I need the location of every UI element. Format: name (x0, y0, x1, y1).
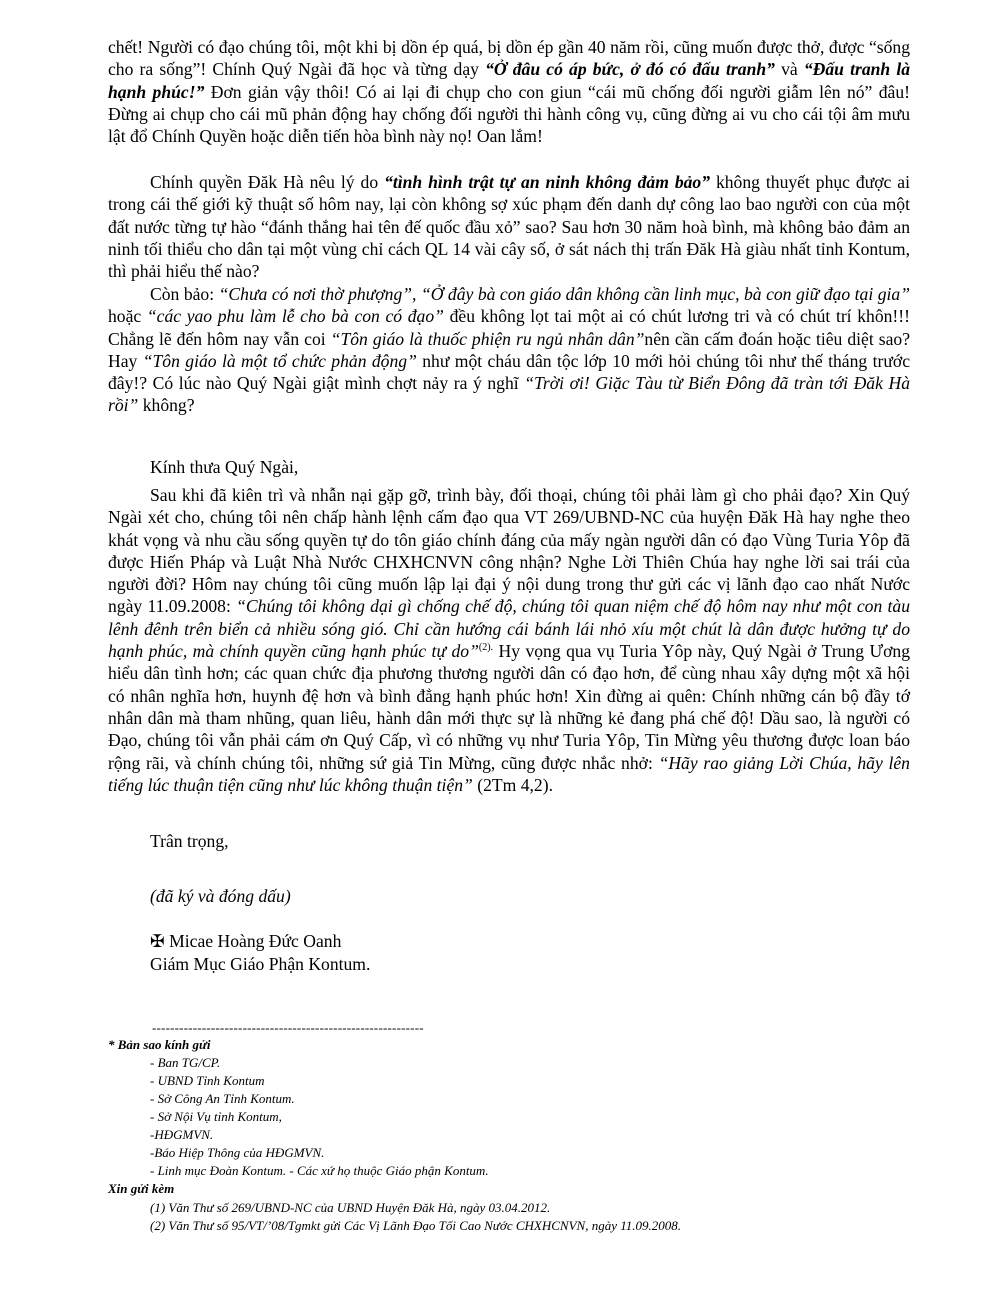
salutation: Kính thưa Quý Ngài, (150, 457, 299, 477)
p4-text-e: (2Tm 4,2). (472, 774, 553, 795)
paragraph-2 (108, 171, 910, 282)
p3-text-k: không? (138, 395, 195, 416)
copies-item: - Linh mục Đoàn Kontum. - Các xứ họ thuộc Giáo phận Kontum. (150, 1163, 489, 1178)
signed-note: (đã ký và đóng dấu) (150, 886, 291, 906)
attachments-heading: Xin gửi kèm (108, 1181, 175, 1196)
signature-title: Giám Mục Giáo Phận Kontum. (150, 954, 371, 974)
copies-item: -Báo Hiệp Thông của HĐGMVN. (150, 1145, 325, 1160)
p3-text-c: hoặc (108, 306, 147, 327)
p3-text-g: nên cần cấm đoán hoặc tiêu diệt sao? Hay (108, 328, 910, 371)
p3-quote-reactionary: “Tôn giáo là một tổ chức phản động” (142, 350, 417, 371)
copies-item: - Sở Công An Tỉnh Kontum. (150, 1091, 295, 1106)
p3-text-e: đều không lọt tai một ai có chút lương tri và có chút trí khôn!!! Chẳng lẽ đến hôm nay vẫn coi (108, 306, 910, 349)
attachment-item: (1) Văn Thư số 269/UBND-NC của UBND Huyện Đăk Hà, ngày 03.04.2012. (150, 1200, 551, 1215)
attachment-item: (2) Văn Thư số 95/VT/’08/Tgmkt gửi Các Vị Lãnh Đạo Tối Cao Nước CHXHCNVN, ngày 11.09.2008. (150, 1218, 682, 1233)
p1-text-e: Đơn giản vậy thôi! Có ai lại đi chụp cho con giun “cái mũ chống đối người giẫm lên nó” đâu! Đừng ai chụp cho cái mũ phản động hay chống đối người thi hành công vụ, cũng đừng ai vu cho cái tội âm mưu lật đổ Chính Quyền hoặc diễn tiến hòa bình này nọ! Oan lắm! (108, 81, 911, 147)
p2-text-a: Chính quyền Đăk Hà nêu lý do (150, 172, 385, 192)
paragraph-1 (108, 36, 910, 147)
p2-quote-security: “tình hình trật tự an ninh không đảm bảo” (384, 172, 711, 192)
p4-text-c: Hy vọng qua vụ Turia Yôp này, Quý Ngài ở Trung Ương hiểu dân tình hơn; các quan chức địa phương thương người dân có đạo hơn, để cùng nhau xây dựng một xã hội có nhân nghĩa hơn, huynh đệ hơn và bình đẳng hạnh phúc hơn! Xin đừng ai quên: Chính những cán bộ đầy tớ nhân dân mà tham nhũng, quan liêu, hành dân mới thực sự là những kẻ đang phá chế độ! Dầu sao, là người có Đạo, chúng tôi vẫn phải cám ơn Quý Cấp, vì có những vụ như Turia Yôp, Tin Mừng yêu thương được loan báo rộng rãi, và chính chúng tôi, những sứ giả Tin Mừng, cũng được nhắc nhở: (108, 641, 910, 773)
copies-item: - Sở Nội Vụ tỉnh Kontum, (150, 1109, 282, 1124)
p1-quote-oppression: “Ở đâu có áp bức, ở đó có đấu tranh” (485, 59, 775, 80)
p4-text-a: Sau khi đã kiên trì và nhẫn nại gặp gỡ, trình bày, đối thoại, chúng tôi phải làm gì cho phải đạo? Xin Quý Ngài xét cho, chúng tôi nên chấp hành lệnh cấm đạo qua VT 269/UBND-NC của huyện Đăk Hà hay nghe theo khát vọng và nhu cầu sống quyền tự do tôn giáo chính đáng của mấy ngàn người dân có đạo Vùng Turia Yôp đã được Hiến Pháp và Luật Nhà Nước CHXHCNVN công nhận? Nghe Lời Thiên Chúa hay nghe lời sai trái của người đời? Hôm nay chúng tôi cũng muốn lập lại đại ý nội dung trong thư gửi các vị lãnh đạo cao nhất Nước ngày 11.09.2008: (108, 485, 910, 617)
closing: Trân trọng, (150, 831, 229, 851)
copies-heading: * Bản sao kính gửi (108, 1037, 211, 1052)
p3-quote-invasion: “Trời ơi! Giặc Tàu từ Biển Đông đã tràn tới Đăk Hà rồi” (108, 373, 911, 416)
copies-item: - UBND Tỉnh Kontum (150, 1073, 265, 1088)
signature-name (150, 930, 341, 952)
p4-footnote-ref: (2). (478, 642, 494, 654)
p3-quote-opium: “Tôn giáo là thuốc phiện ru ngủ nhân dân” (330, 328, 645, 349)
p3-quote-worship: “Chưa có nơi thờ phượng”, “Ở đây bà con giáo dân không cần linh mục, bà con giữ đạo tại gia” (218, 284, 910, 304)
p1-quote-struggle: “Đấu tranh là hạnh phúc!” (108, 59, 911, 102)
p3-text-a: Còn bảo: (150, 284, 219, 304)
p3-text-i: như một cháu dân tộc lớp 10 mới hỏi chúng tôi như thế tháng trước đây!? Có lúc nào Quý Ngài giật mình chợt nảy ra ý nghĩ (108, 350, 910, 394)
p3-quote-yao: “các yao phu làm lễ cho bà con có đạo” (146, 306, 444, 327)
p4-quote-scripture: “Hãy rao giảng Lời Chúa, hãy lên tiếng lúc thuận tiện cũng như lúc không thuận tiện” (108, 752, 910, 795)
footer-divider: ------------------------------------------------------------ (152, 1020, 424, 1035)
p4-quote-ship: “Chúng tôi không dại gì chống chế độ, chúng tôi quan niệm chế độ hôm nay như một con tàu lênh đênh trên biển cả nhiều sóng gió. Chỉ cần hướng cái bánh lái nhỏ xíu một chút là dân được hưởng tự do hạnh phúc, mà chính quyền cũng hạnh phúc tự do” (108, 596, 910, 662)
cross-icon: ✠ (150, 931, 165, 951)
bishop-name: Micae Hoàng Đức Oanh (164, 931, 342, 951)
p1-text-a: chết! Người có đạo chúng tôi, một khi bị dồn ép quá, bị dồn ép gần 40 năm rồi, cũng muốn được thở, được “sống cho ra sống”! Chính Quý Ngài đã học và từng dạy (108, 37, 910, 80)
p2-text-c: không thuyết phục được ai trong cái thế giới kỹ thuật số hôm nay, lại còn không sợ xúc phạm đến danh dự công lao bao người con của một đất nước từng tự hào “đánh thắng hai tên đế quốc đầu xỏ” sao? Sau hơn 30 năm hoà bình, mà không bảo đảm an ninh tối thiểu cho dân tại một vùng chỉ cách QL 14 vài cây số, ở sát nách thị trấn Đăk Hà giàu nhất tỉnh Kontum, thì phải hiểu thế nào? (108, 172, 911, 282)
copies-item: -HĐGMVN. (150, 1127, 214, 1142)
copies-item: - Ban TG/CP. (150, 1055, 221, 1070)
p1-text-c: và (774, 59, 804, 80)
paragraph-3 (108, 283, 910, 417)
paragraph-4 (108, 484, 910, 796)
